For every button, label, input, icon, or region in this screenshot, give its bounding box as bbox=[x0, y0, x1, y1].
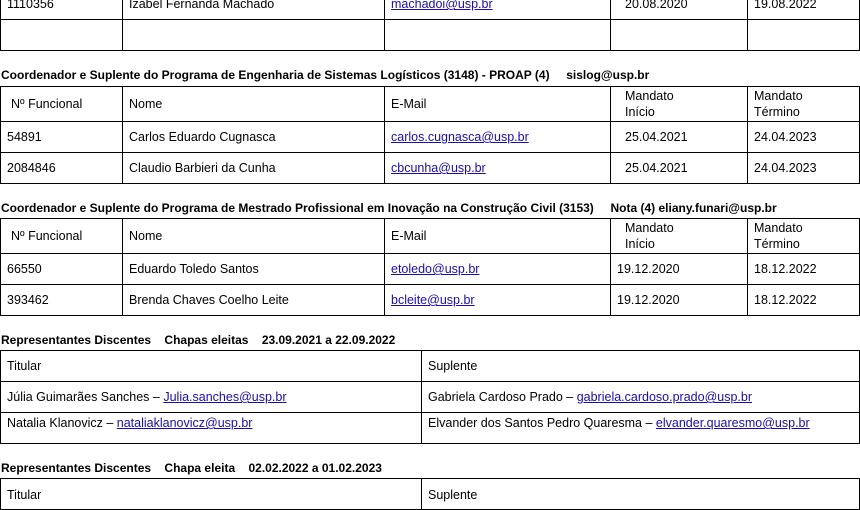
header-name: Nome bbox=[123, 219, 385, 254]
email-link[interactable]: nataliaklanovicz@usp.br bbox=[116, 416, 253, 430]
email-cell bbox=[385, 122, 611, 153]
name-cell: Izabel Fernanda Machado bbox=[123, 0, 385, 20]
table-header-row bbox=[1, 351, 860, 382]
start-date-cell: 25.04.2021 bbox=[611, 122, 748, 153]
header-start-line2: Início bbox=[625, 237, 655, 251]
suplente-name: Elvander dos Santos Pedro Quaresma – bbox=[428, 416, 656, 430]
header-start bbox=[611, 219, 748, 254]
header-end-line1: Mandato bbox=[754, 89, 803, 103]
header-end bbox=[748, 87, 860, 122]
email-link[interactable]: elvander.quaresmo@usp.br bbox=[655, 416, 810, 430]
section-subtitle: Chapas eleitas bbox=[164, 333, 249, 347]
table-row bbox=[1, 122, 860, 153]
titular-cell bbox=[1, 382, 422, 413]
discentes-2022-table bbox=[0, 478, 860, 510]
empty-cell bbox=[385, 20, 611, 51]
header-end bbox=[748, 219, 860, 254]
start-date-cell: 19.12.2020 bbox=[611, 254, 748, 285]
sislog-table bbox=[0, 86, 860, 184]
section-title-inovacao bbox=[1, 201, 777, 215]
top-table bbox=[0, 0, 860, 51]
email-link[interactable]: carlos.cugnasca@usp.br bbox=[391, 130, 529, 144]
email-link[interactable]: Julia.sanches@usp.br bbox=[163, 390, 287, 404]
end-date-cell: 18.12.2022 bbox=[748, 285, 860, 316]
start-date-cell: 20.08.2020 bbox=[611, 0, 748, 20]
email-link[interactable]: etoledo@usp.br bbox=[391, 262, 480, 276]
titular-name: Natalia Klanovicz – bbox=[7, 416, 117, 430]
start-date-cell: 25.04.2021 bbox=[611, 153, 748, 184]
section-title-sislog bbox=[1, 68, 649, 82]
section-note: Nota (4) eliany.funari@usp.br bbox=[610, 201, 777, 215]
section-subtitle: Chapa eleita bbox=[164, 461, 236, 475]
header-id: Nº Funcional bbox=[1, 219, 123, 254]
header-start bbox=[611, 87, 748, 122]
header-id: Nº Funcional bbox=[1, 87, 123, 122]
name-cell: Brenda Chaves Coelho Leite bbox=[123, 285, 385, 316]
email-cell bbox=[385, 254, 611, 285]
email-link[interactable]: machadoi@usp.br bbox=[391, 0, 493, 11]
table-row bbox=[1, 254, 860, 285]
inovacao-table bbox=[0, 218, 860, 316]
empty-cell bbox=[748, 20, 860, 51]
header-start-line2: Início bbox=[625, 105, 655, 119]
start-date-cell: 19.12.2020 bbox=[611, 285, 748, 316]
name-cell: Eduardo Toledo Santos bbox=[123, 254, 385, 285]
table-row bbox=[1, 382, 860, 413]
email-link[interactable]: gabriela.cardoso.prado@usp.br bbox=[576, 390, 752, 404]
empty-cell bbox=[611, 20, 748, 51]
titular-cell bbox=[1, 413, 422, 444]
section-period: 23.09.2021 a 22.09.2022 bbox=[261, 333, 396, 347]
suplente-cell bbox=[422, 382, 860, 413]
header-name: Nome bbox=[123, 87, 385, 122]
section-title-text: Coordenador e Suplente do Programa de Engenharia de Sistemas Logísticos (3148) - PROAP (4) bbox=[1, 68, 550, 82]
section-title-text: Representantes Discentes bbox=[1, 461, 152, 475]
table-row bbox=[1, 285, 860, 316]
section-email: sislog@usp.br bbox=[566, 68, 650, 82]
table-row bbox=[1, 153, 860, 184]
header-email: E-Mail bbox=[385, 87, 611, 122]
section-title-discentes-2022 bbox=[1, 461, 382, 475]
header-suplente: Suplente bbox=[422, 351, 860, 382]
table-row bbox=[1, 413, 860, 444]
end-date-cell: 19.08.2022 bbox=[748, 0, 860, 20]
empty-cell bbox=[123, 20, 385, 51]
suplente-name: Gabriela Cardoso Prado – bbox=[428, 390, 577, 404]
section-period: 02.02.2022 a 01.02.2023 bbox=[248, 461, 382, 475]
end-date-cell: 18.12.2022 bbox=[748, 254, 860, 285]
titular-name: Júlia Guimarães Sanches – bbox=[7, 390, 164, 404]
id-cell: 54891 bbox=[1, 122, 123, 153]
table-row bbox=[1, 20, 860, 51]
header-titular: Titular bbox=[1, 479, 422, 510]
name-cell: Carlos Eduardo Cugnasca bbox=[123, 122, 385, 153]
id-cell: 2084846 bbox=[1, 153, 123, 184]
id-cell: 66550 bbox=[1, 254, 123, 285]
header-email: E-Mail bbox=[385, 219, 611, 254]
header-end-line1: Mandato bbox=[754, 221, 803, 235]
email-cell bbox=[385, 285, 611, 316]
header-suplente: Suplente bbox=[422, 479, 860, 510]
section-title-discentes-2021 bbox=[1, 333, 395, 347]
suplente-cell bbox=[422, 413, 860, 444]
header-end-line2: Término bbox=[754, 105, 800, 119]
header-titular: Titular bbox=[1, 351, 422, 382]
table-header-row bbox=[1, 219, 860, 254]
end-date-cell: 24.04.2023 bbox=[748, 153, 860, 184]
discentes-2021-table bbox=[0, 350, 860, 444]
header-end-line2: Término bbox=[754, 237, 800, 251]
email-cell bbox=[385, 0, 611, 20]
table-header-row bbox=[1, 479, 860, 510]
header-start-line1: Mandato bbox=[625, 221, 674, 235]
section-title-text: Representantes Discentes bbox=[1, 333, 152, 347]
email-cell bbox=[385, 153, 611, 184]
empty-cell bbox=[1, 20, 123, 51]
name-cell: Claudio Barbieri da Cunha bbox=[123, 153, 385, 184]
email-link[interactable]: cbcunha@usp.br bbox=[391, 161, 486, 175]
id-cell: 1110356 bbox=[1, 0, 123, 20]
table-header-row bbox=[1, 87, 860, 122]
section-title-text: Coordenador e Suplente do Programa de Mestrado Profissional em Inovação na Construção Civil (3153) bbox=[1, 201, 594, 215]
end-date-cell: 24.04.2023 bbox=[748, 122, 860, 153]
table-row bbox=[1, 0, 860, 20]
id-cell: 393462 bbox=[1, 285, 123, 316]
email-link[interactable]: bcleite@usp.br bbox=[391, 293, 475, 307]
header-start-line1: Mandato bbox=[625, 89, 674, 103]
